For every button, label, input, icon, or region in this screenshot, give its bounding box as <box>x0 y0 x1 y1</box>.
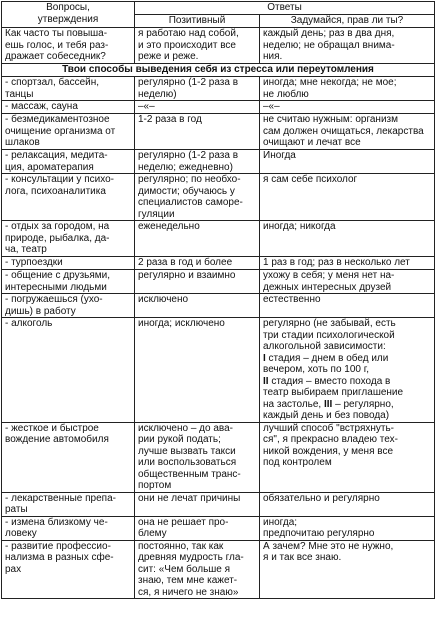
table-row <box>2 114 435 150</box>
cell-think: ухожу в себя; у меня нет на- дежных интересных друзей <box>260 270 435 294</box>
header-row-1 <box>2 2 435 15</box>
cell-question: - развитие профессио- нализма в разных сфе- рах <box>2 540 135 599</box>
table-row <box>2 294 435 318</box>
cell-question: - общение с друзьями, интересными людьми <box>2 270 135 294</box>
cell-positive: 2 раза в год и более <box>135 257 260 270</box>
cell-positive: иногда; исключено <box>135 318 260 423</box>
cell-positive: она не решает про- блему <box>135 516 260 540</box>
table-row <box>2 270 435 294</box>
cell-think: –«– <box>260 101 435 114</box>
cell-positive: 1-2 раза в год <box>135 114 260 150</box>
stage-numeral: II <box>263 375 269 387</box>
cell-question: - алкоголь <box>2 318 135 423</box>
cell-positive: регулярно и взаимно <box>135 270 260 294</box>
cell-question: - массаж, сауна <box>2 101 135 114</box>
header-questions: Вопросы, утверждения <box>2 2 135 28</box>
document-page <box>1 1 434 621</box>
table-body <box>2 2 435 599</box>
cell-question: - отдых за городом, на природе, рыбалка, да- ча, театр <box>2 221 135 257</box>
cell-think: не считаю нужным: организм сам должен очищаться, лекарства очищают и лечат все <box>260 114 435 150</box>
table-row <box>2 101 435 114</box>
cell-think: иногда; никогда <box>260 221 435 257</box>
cell-think: иногда; мне некогда; не мое; не люблю <box>260 77 435 101</box>
cell-question: - безмедикаментозное очищение организма от шлаков <box>2 114 135 150</box>
cell-think: Иногда <box>260 150 435 174</box>
header-positive: Позитивный <box>135 15 260 28</box>
table-row <box>2 77 435 101</box>
table-row <box>2 318 435 423</box>
cell-question: - жесткое и быстрое вождение автомобиля <box>2 422 135 492</box>
cell-think: регулярно (не забывай, есть три стадии психологической алкогольной зависимости: I стадия – днем в обед или вечером, хоть по 100 г, II стадия – вместо похода в театр выбираем приглашение на застолье, III – регулярно, каждый день и без повода) <box>260 318 435 423</box>
header-answers: Ответы <box>135 2 435 15</box>
intro-positive: я работаю над собой, и это происходит все реже и реже. <box>135 28 260 64</box>
cell-think: иногда; предпочитаю регулярно <box>260 516 435 540</box>
cell-question: - релаксация, медита- ция, ароматерапия <box>2 150 135 174</box>
table-row <box>2 540 435 599</box>
cell-think: 1 раз в год; раз в несколько лет <box>260 257 435 270</box>
table-row <box>2 150 435 174</box>
table-row <box>2 516 435 540</box>
header-think: Задумайся, прав ли ты? <box>260 15 435 28</box>
section-title: Твои способы выведения себя из стресса или переутомления <box>2 64 435 77</box>
table-row <box>2 221 435 257</box>
stress-table <box>1 1 435 599</box>
stage-numeral: I <box>263 352 266 364</box>
cell-positive: исключено – до ава- рии рукой подать; лучше вызвать такси или воспользоваться общественным транс- портом <box>135 422 260 492</box>
cell-positive: еженедельно <box>135 221 260 257</box>
cell-positive: регулярно; по необхо- димости; обучаюсь у специалистов саморе- гуляции <box>135 174 260 221</box>
table-row <box>2 492 435 516</box>
cell-positive: –«– <box>135 101 260 114</box>
table-row <box>2 257 435 270</box>
cell-positive: регулярно (1-2 раза в неделю) <box>135 77 260 101</box>
table-row <box>2 422 435 492</box>
cell-think: А зачем? Мне это не нужно, я и так все знаю. <box>260 540 435 599</box>
cell-question: - спортзал, бассейн, танцы <box>2 77 135 101</box>
cell-question: - лекарственные препа- раты <box>2 492 135 516</box>
cell-think: лучший способ "встряхнуть- ся", я прекрасно владею тех- никой вождения, у меня все под контролем <box>260 422 435 492</box>
section-row <box>2 64 435 77</box>
cell-positive: исключено <box>135 294 260 318</box>
intro-row <box>2 28 435 64</box>
cell-question: - турпоездки <box>2 257 135 270</box>
intro-question: Как часто ты повыша- ешь голос, и тебя раз- дражает собеседник? <box>2 28 135 64</box>
cell-positive: постоянно, так как древняя мудрость гла- сит: «Чем больше я знаю, тем мне кажет- ся, я ничего не знаю» <box>135 540 260 599</box>
cell-think: я сам себе психолог <box>260 174 435 221</box>
cell-positive: регулярно (1-2 раза в неделю; ежедневно) <box>135 150 260 174</box>
stage-numeral: III <box>323 398 333 410</box>
cell-question: - консультации у психо- лога, психоаналитика <box>2 174 135 221</box>
cell-question: - измена близкому че- ловеку <box>2 516 135 540</box>
cell-think: естественно <box>260 294 435 318</box>
intro-think: каждый день; раз в два дня, неделю; не обращал внима- ния. <box>260 28 435 64</box>
cell-question: - погружаешься (ухо- дишь) в работу <box>2 294 135 318</box>
cell-think: обязательно и регулярно <box>260 492 435 516</box>
table-row <box>2 174 435 221</box>
cell-positive: они не лечат причины <box>135 492 260 516</box>
